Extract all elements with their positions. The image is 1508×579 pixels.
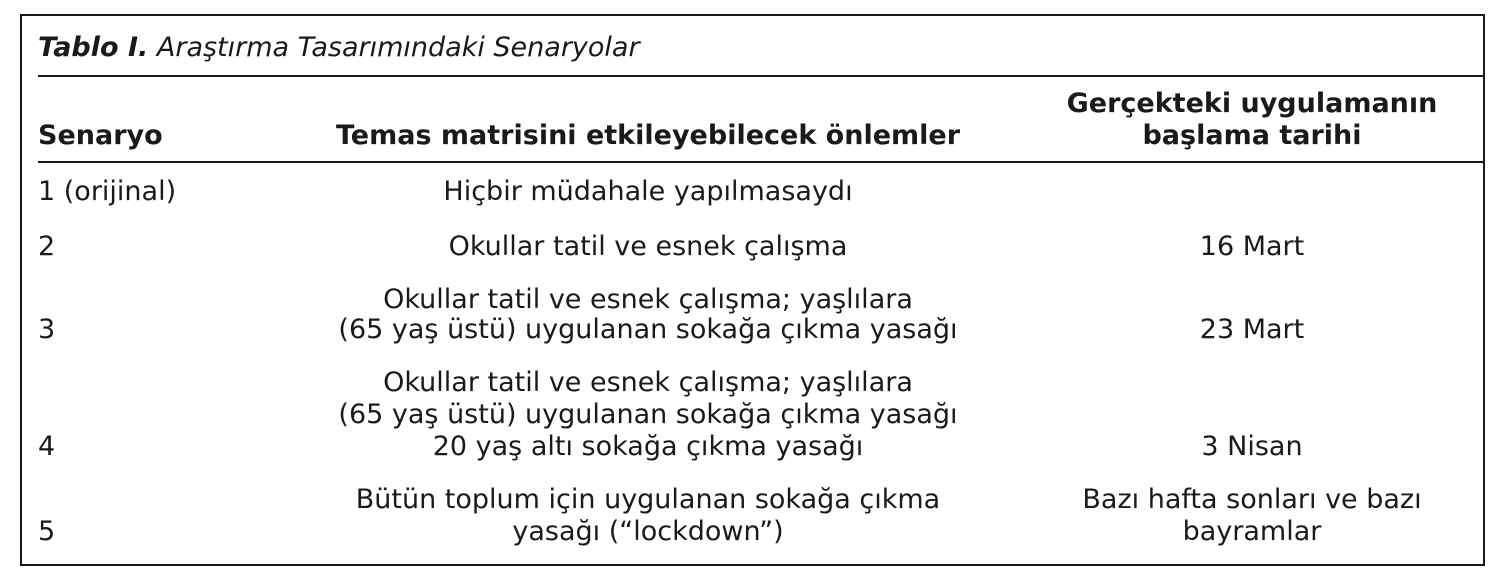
row-3-start-date: 23 Mart — [1199, 314, 1305, 345]
row-3-measure-line-2: (65 yaş üstü) uygulanan sokağa çıkma yasağı — [338, 314, 958, 345]
row-5-scenario: 5 — [38, 516, 56, 547]
row-3-scenario: 3 — [38, 314, 56, 345]
table-frame — [20, 14, 1485, 566]
row-5-measure-line-2: yasağı (“lockdown”) — [512, 516, 784, 547]
header-measures: Temas matrisini etkileyebilecek önlemler — [335, 120, 961, 151]
row-2-scenario: 2 — [38, 231, 56, 262]
caption-label: Tablo I. — [38, 32, 149, 63]
row-4-measure-line-3: 20 yaş altı sokağa çıkma yasağı — [432, 431, 864, 462]
caption-divider — [38, 75, 1483, 77]
row-4-scenario: 4 — [38, 431, 56, 462]
caption-title: Araştırma Tasarımındaki Senaryolar — [156, 32, 640, 63]
row-5-start-date-line-1: Bazı hafta sonları ve bazı — [1082, 484, 1422, 515]
row-5-start-date-line-2: bayramlar — [1182, 516, 1322, 547]
header-start-date-line-1: Gerçekteki uygulamanın — [1066, 88, 1438, 119]
row-3-measure-line-1: Okullar tatil ve esnek çalışma; yaşlılara — [383, 284, 913, 315]
header-divider — [38, 161, 1483, 163]
table-caption — [38, 32, 640, 63]
row-5-measure-line-1: Bütün toplum için uygulanan sokağa çıkma — [355, 484, 941, 515]
row-4-measure-line-1: Okullar tatil ve esnek çalışma; yaşlılara — [383, 367, 913, 398]
row-2-start-date: 16 Mart — [1199, 231, 1305, 262]
row-1-scenario: 1 (orijinal) — [38, 176, 177, 207]
header-scenario: Senaryo — [38, 120, 163, 151]
row-2-measure-line-1: Okullar tatil ve esnek çalışma — [448, 231, 848, 262]
header-start-date-line-2: başlama tarihi — [1142, 120, 1362, 151]
row-1-measure-line-1: Hiçbir müdahale yapılmasaydı — [443, 176, 853, 207]
row-4-start-date: 3 Nisan — [1201, 431, 1303, 462]
row-4-measure-line-2: (65 yaş üstü) uygulanan sokağa çıkma yasağı — [338, 399, 958, 430]
